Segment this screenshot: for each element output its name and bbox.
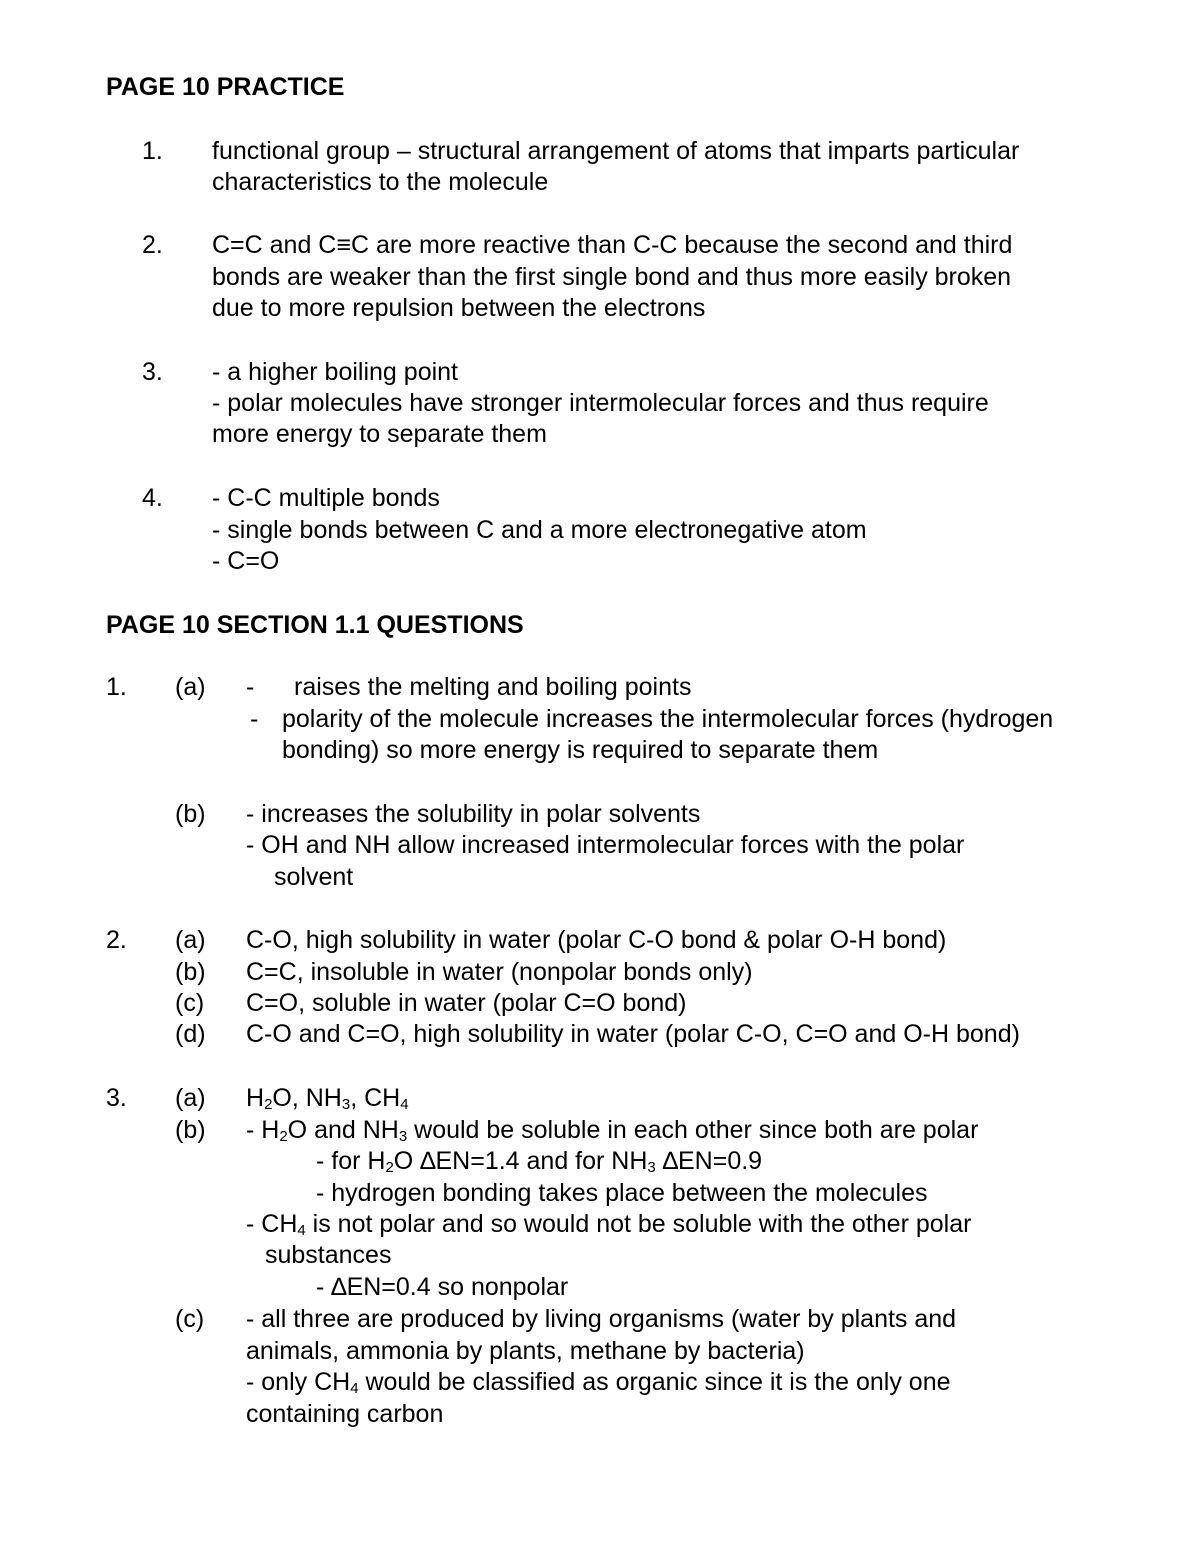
question-number: 2. <box>106 926 127 954</box>
answer-line: $H_2O$, $NH_3$, $CH_4$ <box>246 1084 409 1113</box>
practice-item-line: - polar molecules have stronger intermolecular forces and thus require <box>212 389 989 417</box>
practice-item-number: 4. <box>142 484 163 512</box>
practice-heading: PAGE 10 PRACTICE <box>106 73 345 101</box>
practice-item-line: C=C and C≡C are more reactive than C-C because the second and third <box>212 231 1013 259</box>
answer-line: - hydrogen bonding takes place between the molecules <box>316 1179 928 1207</box>
practice-item-line: - C-C multiple bonds <box>212 484 440 512</box>
answer-line: - $H_2O$ and $NH_3$ would be soluble in each other since both are polar <box>246 1116 979 1145</box>
practice-item-line: - C=O <box>212 547 280 575</box>
practice-item-number: 3. <box>142 358 163 386</box>
sub-question-label: (a) <box>175 1084 206 1112</box>
practice-item-line: functional group – structural arrangement of atoms that imparts particular <box>212 137 1020 165</box>
sub-question-label: (a) <box>175 926 206 954</box>
answer-line: bonding) so more energy is required to separate them <box>282 736 879 764</box>
answer-line: - OH and NH allow increased intermolecular forces with the polar <box>246 831 965 859</box>
answer-line: substances <box>265 1241 392 1269</box>
sub-question-label: (b) <box>175 958 206 986</box>
sub-question-label: (c) <box>175 1305 205 1333</box>
practice-item-line: more energy to separate them <box>212 420 547 448</box>
practice-item-line: - a higher boiling point <box>212 358 458 386</box>
answer-line: solvent <box>274 863 354 891</box>
practice-item-number: 2. <box>142 231 163 259</box>
answer-line: - $CH_4$ is not polar and so would not be soluble with the other polar <box>246 1210 972 1239</box>
answer-line: polarity of the molecule increases the intermolecular forces (hydrogen <box>282 705 1054 733</box>
answer-line: C-O, high solubility in water (polar C-O bond & polar O-H bond) <box>246 926 947 954</box>
practice-item-line: due to more repulsion between the electrons <box>212 294 706 322</box>
sub-question-label: (b) <box>175 800 206 828</box>
answer-line: animals, ammonia by plants, methane by bacteria) <box>246 1337 805 1365</box>
practice-item-number: 1. <box>142 137 163 165</box>
answer-line: - increases the solubility in polar solvents <box>246 800 701 828</box>
questions-heading: PAGE 10 SECTION 1.1 QUESTIONS <box>106 611 524 639</box>
question-number: 3. <box>106 1084 127 1112</box>
answer-line: - ∆EN=0.4 so nonpolar <box>316 1273 569 1301</box>
answer-line: - all three are produced by living organisms (water by plants and <box>246 1305 957 1333</box>
answer-line: - for $H_2O$ ∆EN=1.4 and for $NH_3$ ∆EN=0.9 <box>316 1147 763 1176</box>
practice-item-line: bonds are weaker than the first single bond and thus more easily broken <box>212 263 1012 291</box>
answer-line: C=O, soluble in water (polar C=O bond) <box>246 989 687 1017</box>
answer-line: C-O and C=O, high solubility in water (polar C-O, C=O and O-H bond) <box>246 1020 1020 1048</box>
sub-question-label: (c) <box>175 989 205 1017</box>
answer-line: - only $CH_4$ would be classified as organic since it is the only one <box>246 1368 951 1397</box>
question-number: 1. <box>106 673 127 701</box>
bullet-dash: - <box>246 673 255 701</box>
answer-line: raises the melting and boiling points <box>294 673 692 701</box>
answer-line: C=C, insoluble in water (nonpolar bonds only) <box>246 958 753 986</box>
sub-question-label: (d) <box>175 1020 206 1048</box>
sub-question-label: (a) <box>175 673 206 701</box>
sub-question-label: (b) <box>175 1116 206 1144</box>
practice-item-line: characteristics to the molecule <box>212 168 549 196</box>
bullet-dash: - <box>250 705 259 733</box>
practice-item-line: - single bonds between C and a more electronegative atom <box>212 516 867 544</box>
answer-line: containing carbon <box>246 1400 444 1428</box>
